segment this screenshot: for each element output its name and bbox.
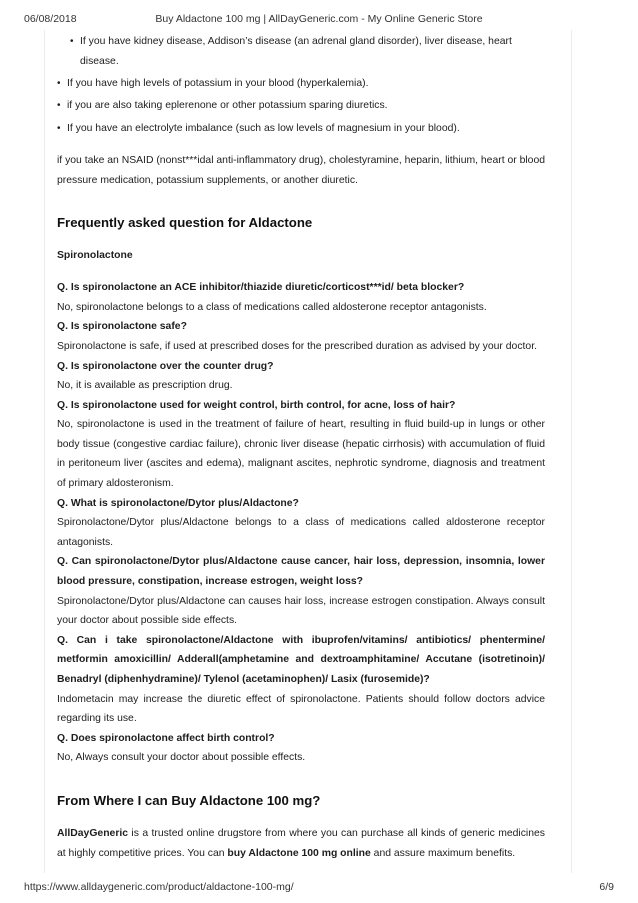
faq-answer: No, it is available as prescription drug. xyxy=(57,380,233,392)
faq-answer: Spironolactone is safe, if used at prescribed doses for the prescribed duration as advised by your doctor. xyxy=(57,340,537,352)
warning-list xyxy=(57,32,545,138)
buy-heading: From Where I can Buy Aldactone 100 mg? xyxy=(57,792,321,808)
print-date: 06/08/2018 xyxy=(24,13,77,25)
faq-question: Q. Does spironolactone affect birth control? xyxy=(57,732,275,744)
page-url: https://www.alldaygeneric.com/product/aldactone-100-mg/ xyxy=(24,881,294,893)
list-item: • if you are also taking eplerenone or other potassium sparing diuretics. xyxy=(57,96,545,116)
interaction-paragraph: if you take an NSAID (nonst***idal anti-inflammatory drug), cholestyramine, heparin, lithium, heart or blood pressure medication, potassium supplements, or another diuretic. xyxy=(57,155,546,186)
print-title: Buy Aldactone 100 mg | AllDayGeneric.com - My Online Generic Store xyxy=(155,13,483,25)
faq-answer: No, spironolactone belongs to a class of medications called aldosterone receptor antagonists. xyxy=(57,301,487,313)
faq-list xyxy=(57,278,545,768)
buy-text-2: and assure maximum benefits. xyxy=(370,847,516,859)
store-brand: AllDayGeneric xyxy=(57,827,129,839)
list-item: • If you have high levels of potassium in your blood (hyperkalemia). xyxy=(57,74,545,94)
faq-answer: Spironolactone/Dytor plus/Aldactone belongs to a class of medications called aldosterone receptor antagonists. xyxy=(57,517,545,548)
faq-subheading: Spironolactone xyxy=(57,249,133,261)
faq-question: Q. Is spironolactone an ACE inhibitor/thiazide diuretic/corticost***id/ beta blocker? xyxy=(57,282,465,294)
faq-answer: No, spironolactone is used in the treatment of failure of heart, resulting in fluid build-up in lungs or other body tissue (congestive cardiac failure), chronic liver disease (hepatic cirrhosis) with accumulation of fluid in peritoneum liver (ascites and edema), malignant ascites, nephrotic syndrome, diagnosis and treatment of primary aldosteronism. xyxy=(57,419,545,490)
faq-question: Q. What is spironolactone/Dytor plus/Aldactone? xyxy=(57,497,299,509)
buy-text-1: is a trusted online drugstore from where you can purchase all kinds of generic medicines at highly competitive prices. You can xyxy=(57,827,545,859)
faq-heading: Frequently asked question for Aldactone xyxy=(57,214,313,230)
list-item: • If you have an electrolyte imbalance (such as low levels of magnesium in your blood). xyxy=(57,119,545,139)
buy-paragraph xyxy=(57,824,545,863)
faq-question: Q. Can i take spironolactone/Aldactone with ibuprofen/vitamins/ antibiotics/ phentermine/ metformin amoxicillin/ Adderall(amphetamine and dextroamphitamine/ Accutane (isotretinoin)/ Benadryl (diphenhydramine)/ Tylenol (acetaminophen)/ Lasix (furosemide)? xyxy=(57,634,545,686)
page-number: 6/9 xyxy=(599,881,614,893)
faq-answer: No, Always consult your doctor about possible effects. xyxy=(57,752,306,764)
faq-question: Q. Is spironolactone used for weight control, birth control, for acne, loss of hair? xyxy=(57,399,456,411)
buy-product-link[interactable]: buy Aldactone 100 mg online xyxy=(227,847,371,859)
list-item: • If you have kidney disease, Addison’s disease (an adrenal gland disorder), liver disease, heart disease. xyxy=(70,32,545,71)
faq-answer: Indometacin may increase the diuretic effect of spironolactone. Patients should follow doctors advice regarding its use. xyxy=(57,693,545,725)
faq-question: Q. Is spironolactone over the counter drug? xyxy=(57,360,274,372)
faq-question: Q. Is spironolactone safe? xyxy=(57,321,187,333)
faq-answer: Spironolactone/Dytor plus/Aldactone can causes hair loss, increase estrogen constipation. Always consult your doctor about possible side effects. xyxy=(57,595,545,627)
page-content xyxy=(57,30,545,863)
faq-question: Q. Can spironolactone/Dytor plus/Aldactone cause cancer, hair loss, depression, insomnia, lower blood pressure, constipation, increase estrogen, weight loss? xyxy=(57,556,545,588)
